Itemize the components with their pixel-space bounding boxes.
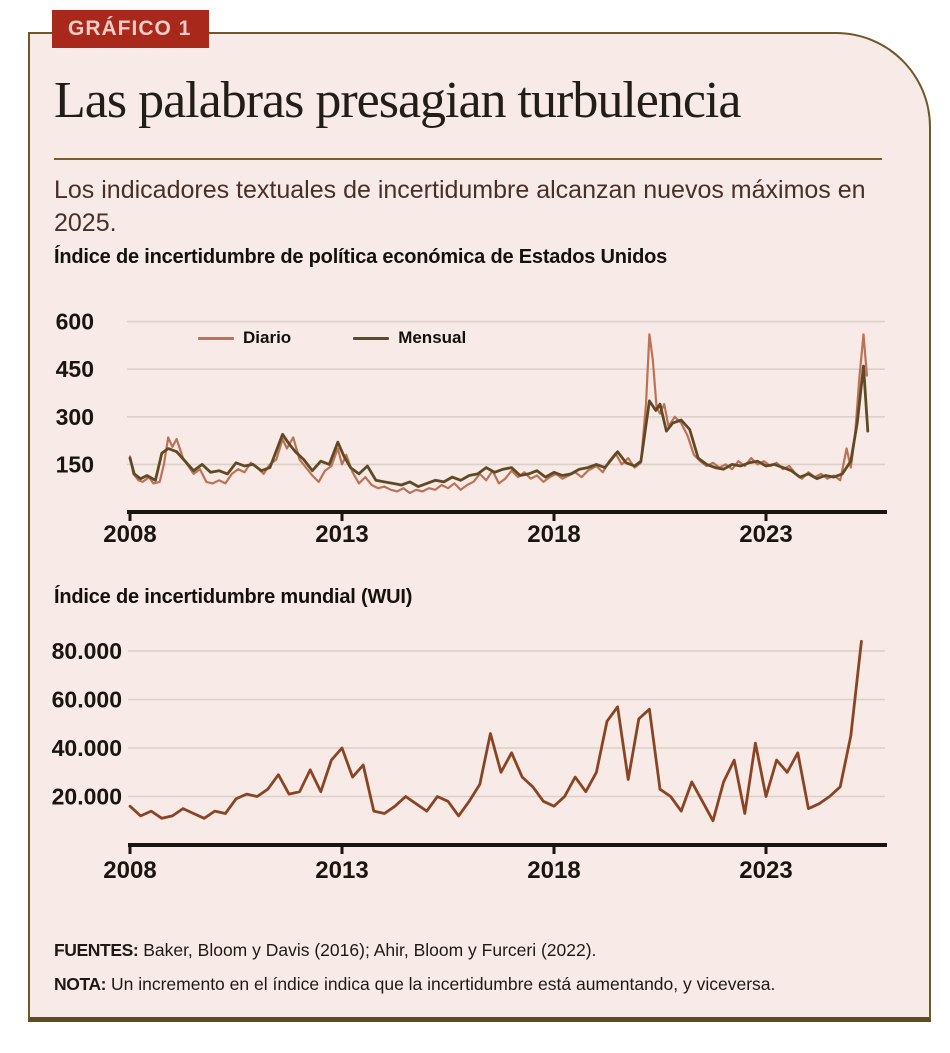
series-line-wui — [130, 641, 861, 821]
us-epu-chart — [42, 302, 902, 550]
x-tick-label: 2023 — [739, 521, 793, 548]
x-tick-label: 2018 — [527, 857, 581, 884]
y-tick-label: 600 — [55, 308, 94, 335]
note-label: NOTA: — [54, 973, 107, 994]
sources-text: Baker, Bloom y Davis (2016); Ahir, Bloom y Furceri (2022). — [143, 940, 597, 960]
x-tick-label: 2008 — [103, 857, 157, 884]
page-title: Las palabras presagian turbulencia — [54, 72, 741, 129]
y-tick-label: 40.000 — [51, 735, 122, 761]
x-tick-label: 2023 — [739, 857, 793, 884]
wui-chart — [42, 630, 902, 898]
subtitle: Los indicadores textuales de incertidumbre alcanzan nuevos máximos en 2025. — [54, 176, 866, 237]
chart1-title: Índice de incertidumbre de política económica de Estados Unidos — [54, 246, 668, 268]
legend-label-mensual: Mensual — [398, 328, 467, 347]
y-tick-label: 150 — [55, 451, 94, 478]
note-line — [54, 973, 894, 997]
y-tick-label: 80.000 — [51, 638, 122, 664]
y-tick-label: 300 — [55, 403, 94, 430]
note-text: Un incremento en el índice indica que la incertidumbre está aumentando, y viceversa. — [110, 973, 776, 994]
x-tick-label: 2018 — [527, 521, 581, 548]
x-tick-label: 2013 — [315, 521, 369, 548]
x-tick-label: 2008 — [103, 521, 157, 548]
chart-card — [28, 17, 931, 1022]
title-divider — [54, 158, 882, 160]
figure-footer — [54, 939, 894, 1006]
y-tick-label: 450 — [55, 356, 94, 383]
y-tick-label: 60.000 — [51, 686, 122, 713]
sources-label: FUENTES: — [54, 940, 139, 960]
series-line-diario — [130, 334, 867, 493]
chart2-title: Índice de incertidumbre mundial (WUI) — [54, 586, 413, 608]
kicker-badge: GRÁFICO 1 — [52, 10, 209, 48]
y-tick-label: 20.000 — [51, 783, 122, 810]
sources-line — [54, 939, 894, 963]
legend-label-diario: Diario — [243, 328, 292, 347]
x-tick-label: 2013 — [315, 857, 369, 884]
series-line-mensual — [130, 366, 868, 487]
